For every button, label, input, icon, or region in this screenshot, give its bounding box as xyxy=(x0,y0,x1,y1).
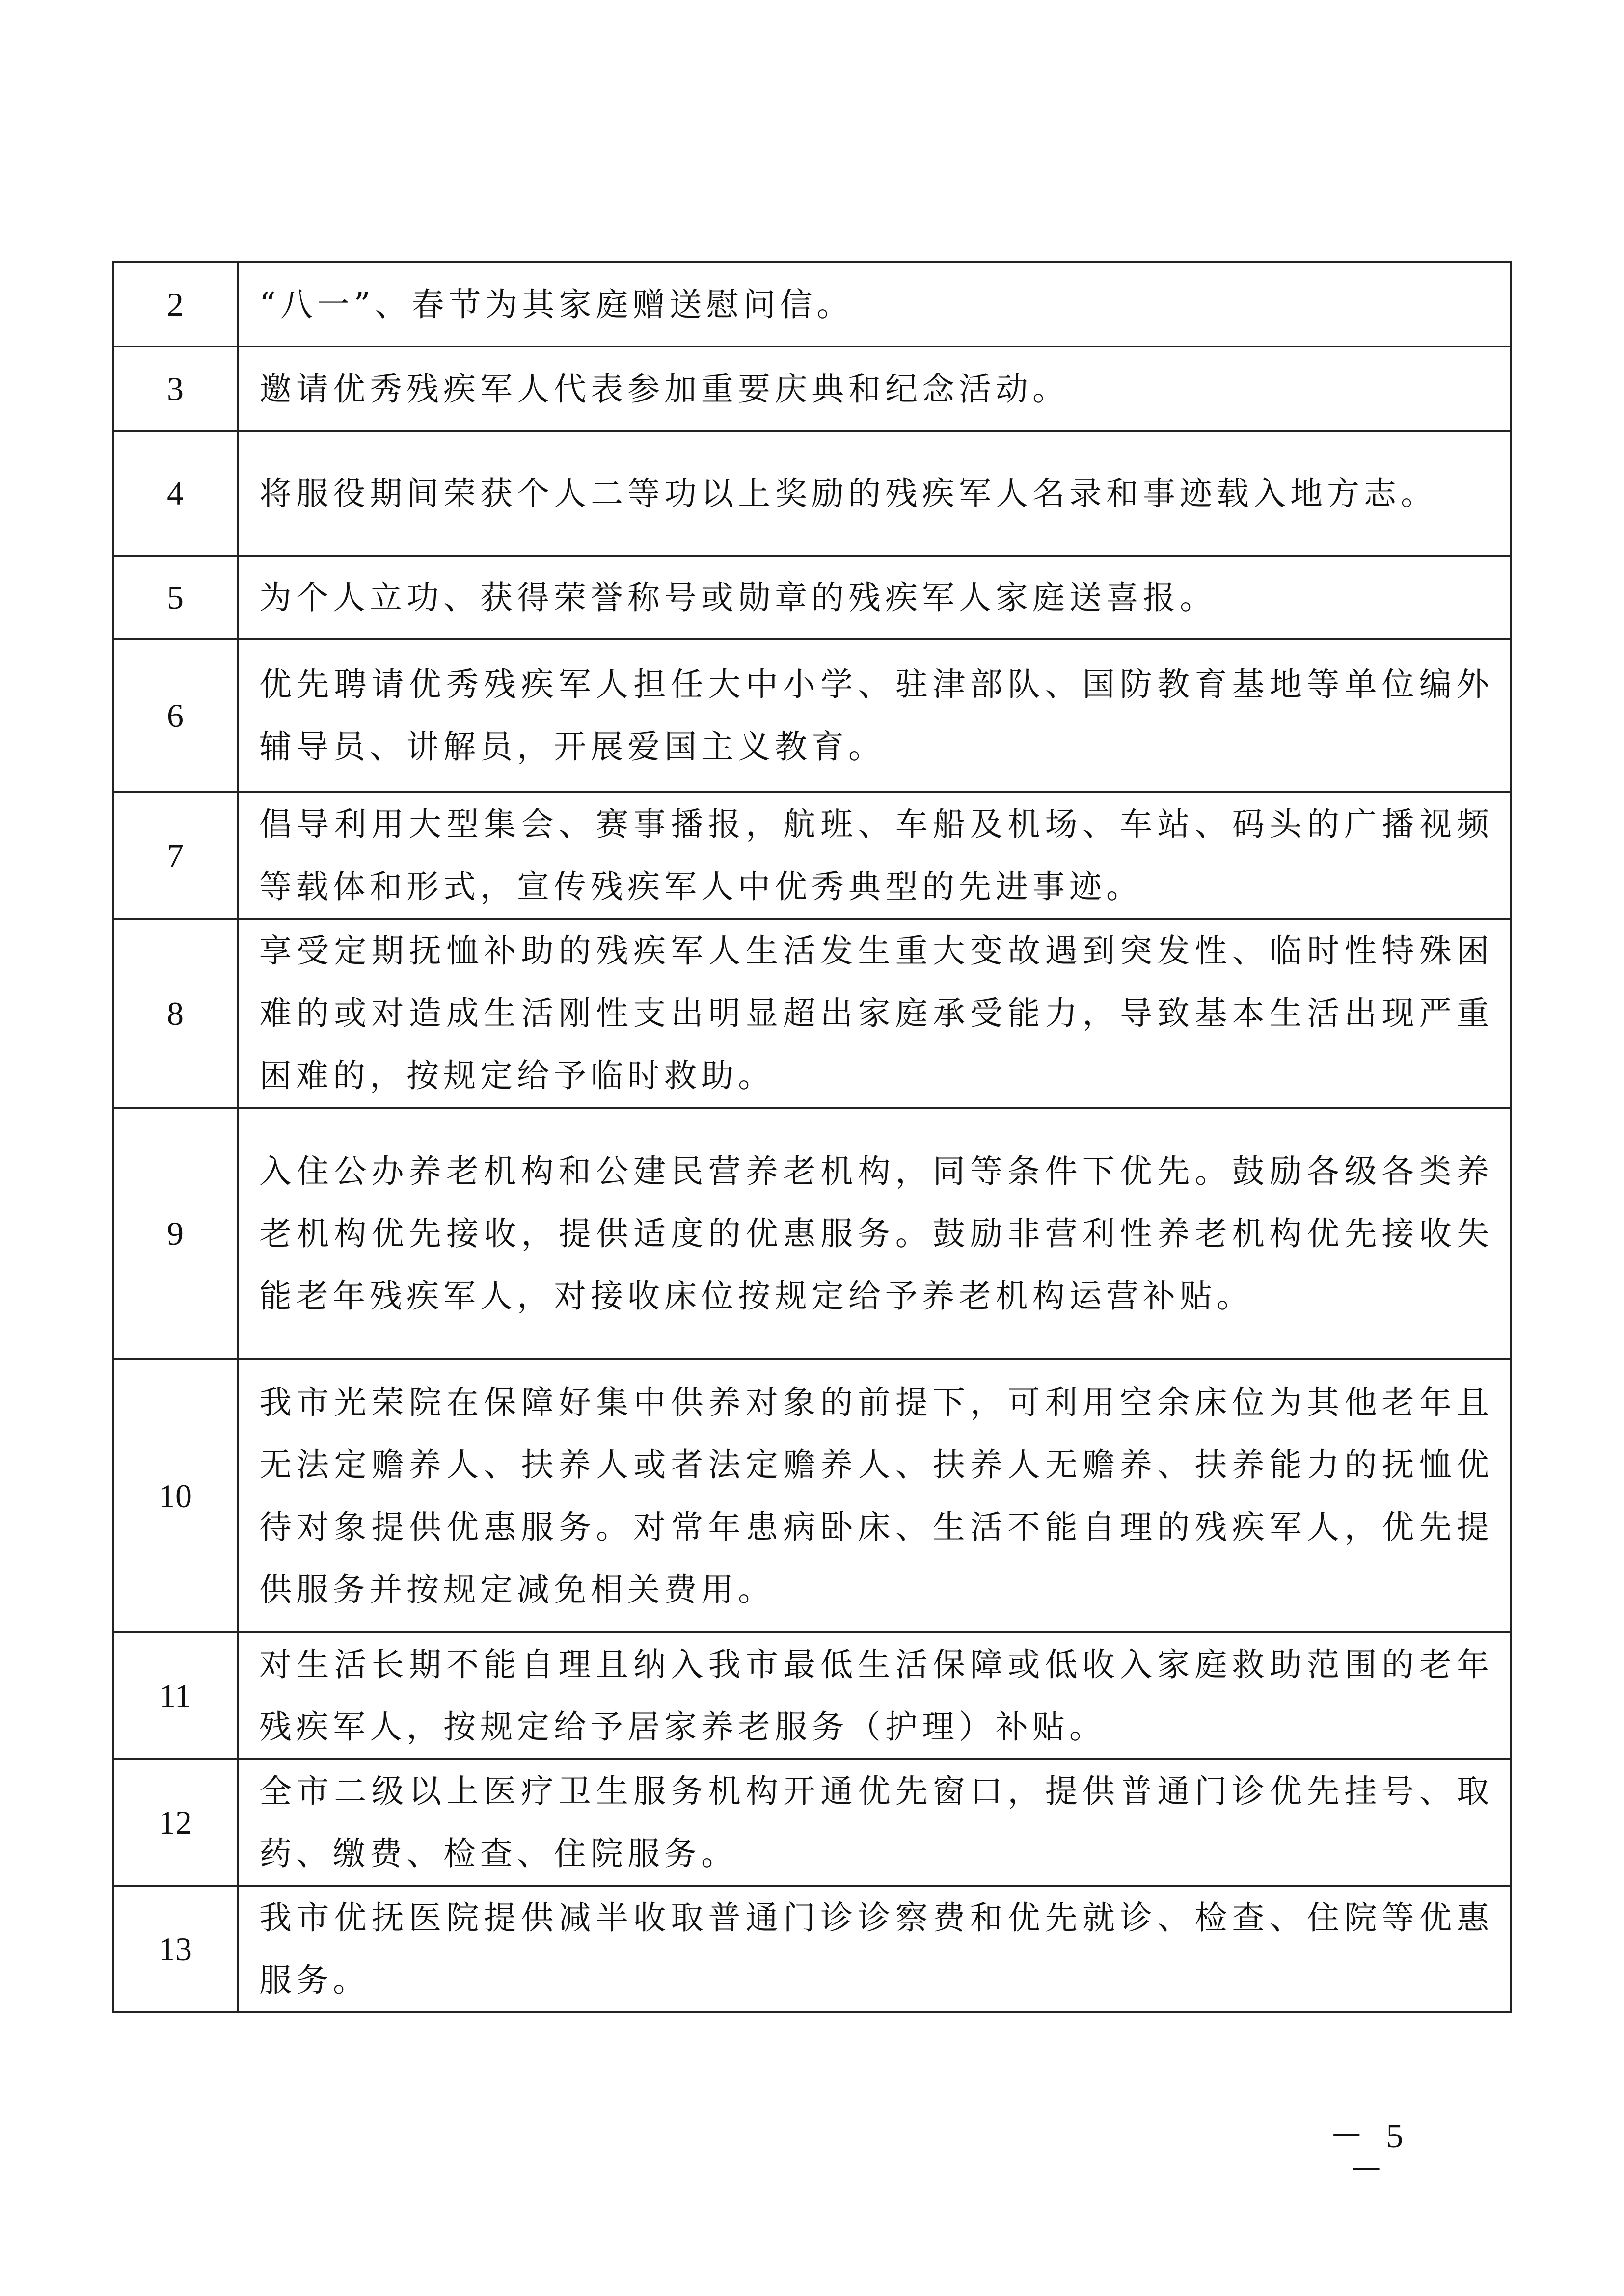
row-number: 5 xyxy=(113,556,238,639)
row-number: 4 xyxy=(113,431,238,556)
table-row xyxy=(113,431,1511,556)
row-number: 11 xyxy=(113,1632,238,1759)
table-row xyxy=(113,1886,1511,2012)
row-number: 8 xyxy=(113,919,238,1108)
row-number: 10 xyxy=(113,1359,238,1632)
row-text: 邀请优秀残疾军人代表参加重要庆典和纪念活动。 xyxy=(238,347,1511,431)
table-row xyxy=(113,556,1511,639)
row-text: 为个人立功、获得荣誉称号或勋章的残疾军人家庭送喜报。 xyxy=(238,556,1511,639)
row-text: 入住公办养老机构和公建民营养老机构，同等条件下优先。鼓励各级各类养老机构优先接收，提供适度的优惠服务。鼓励非营利性养老机构优先接收失能老年残疾军人，对接收床位按规定给予养老机构运营补贴。 xyxy=(238,1108,1511,1359)
table-row xyxy=(113,919,1511,1108)
row-number: 9 xyxy=(113,1108,238,1359)
row-number: 12 xyxy=(113,1759,238,1886)
table-row xyxy=(113,347,1511,431)
row-number: 3 xyxy=(113,347,238,431)
table-row xyxy=(113,1108,1511,1359)
table-row xyxy=(113,262,1511,347)
row-number: 7 xyxy=(113,792,238,919)
row-number: 2 xyxy=(113,262,238,347)
table-row xyxy=(113,792,1511,919)
table-row xyxy=(113,1632,1511,1759)
row-text: 倡导利用大型集会、赛事播报，航班、车船及机场、车站、码头的广播视频等载体和形式，宣传残疾军人中优秀典型的先进事迹。 xyxy=(238,792,1511,919)
row-text: “八一”、春节为其家庭赠送慰问信。 xyxy=(238,262,1511,347)
row-text: 优先聘请优秀残疾军人担任大中小学、驻津部队、国防教育基地等单位编外辅导员、讲解员，开展爱国主义教育。 xyxy=(238,639,1511,792)
row-number: 13 xyxy=(113,1886,238,2012)
row-text: 全市二级以上医疗卫生服务机构开通优先窗口，提供普通门诊优先挂号、取药、缴费、检查、住院服务。 xyxy=(238,1759,1511,1886)
row-text: 对生活长期不能自理且纳入我市最低生活保障或低收入家庭救助范围的老年残疾军人，按规定给予居家养老服务（护理）补贴。 xyxy=(238,1632,1511,1759)
row-text: 我市优抚医院提供减半收取普通门诊诊察费和优先就诊、检查、住院等优惠服务。 xyxy=(238,1886,1511,2012)
table-row xyxy=(113,639,1511,792)
table-row xyxy=(113,1359,1511,1632)
benefits-table xyxy=(112,261,1512,2013)
row-number: 6 xyxy=(113,639,238,792)
row-text: 我市光荣院在保障好集中供养对象的前提下，可利用空余床位为其他老年且无法定赡养人、扶养人或者法定赡养人、扶养人无赡养、扶养能力的抚恤优待对象提供优惠服务。对常年患病卧床、生活不能自理的残疾军人，优先提供服务并按规定减免相关费用。 xyxy=(238,1359,1511,1632)
row-text: 享受定期抚恤补助的残疾军人生活发生重大变故遇到突发性、临时性特殊困难的或对造成生活刚性支出明显超出家庭承受能力，导致基本生活出现严重困难的，按规定给予临时救助。 xyxy=(238,919,1511,1108)
row-text: 将服役期间荣获个人二等功以上奖励的残疾军人名录和事迹载入地方志。 xyxy=(238,431,1511,556)
table-row xyxy=(113,1759,1511,1886)
page-number: － 5 － xyxy=(1329,2117,1410,2189)
